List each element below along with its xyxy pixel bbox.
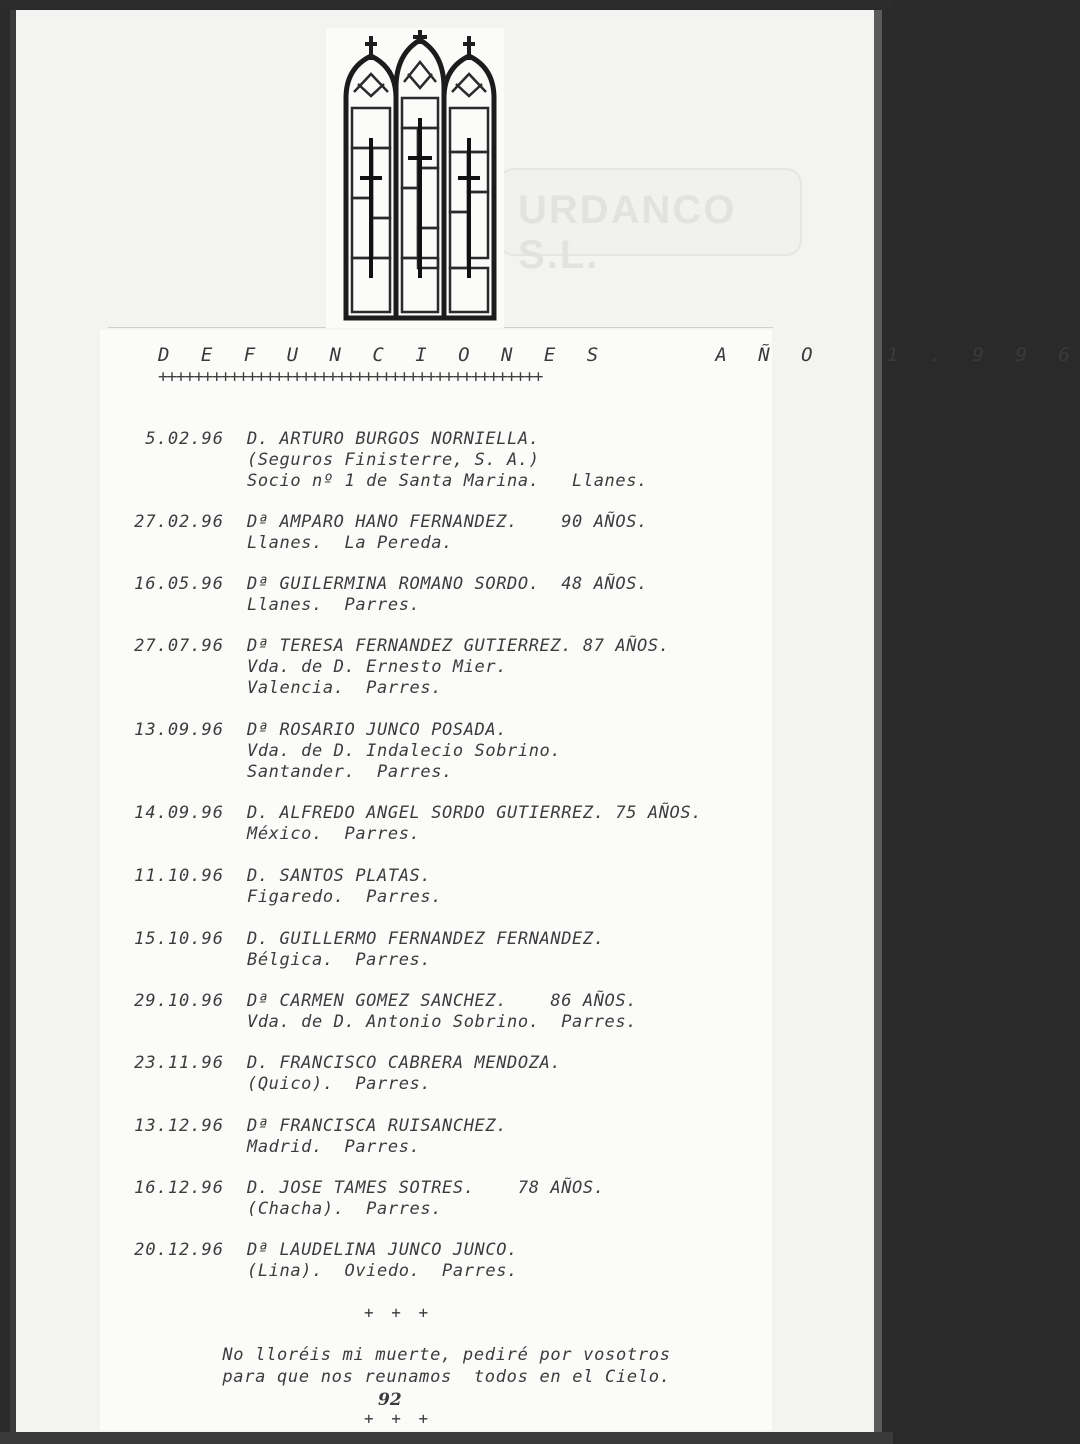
entry-name: Dª FRANCISCA RUISANCHEZ. (247, 1116, 508, 1136)
entry-name: Dª ROSARIO JUNCO POSADA. (247, 720, 508, 740)
entry-detail: (Lina). Oviedo. Parres. (247, 1261, 518, 1281)
entry-date: 23.11.96 (134, 1053, 224, 1073)
entry-date: 27.07.96 (134, 636, 224, 656)
header-illustration (326, 28, 504, 328)
entry-name: D. ALFREDO ANGEL SORDO GUTIERREZ. 75 AÑOS. (247, 803, 703, 823)
page-title: D E F U N C I O N E S A Ñ O 1 . 9 9 6 (158, 344, 1080, 366)
entry-name: D. FRANCISCO CABRERA MENDOZA. (247, 1053, 562, 1073)
entry-detail: Llanes. Parres. (247, 595, 421, 615)
sheet-right-edge (874, 10, 882, 1440)
entry-date: 20.12.96 (134, 1240, 224, 1260)
entry-date: 15.10.96 (134, 929, 224, 949)
entry-date: 16.05.96 (134, 574, 224, 594)
faded-stamp-text: URDANCO S.L. (518, 188, 737, 277)
entry-date: 5.02.96 (145, 429, 224, 449)
entry-date: 29.10.96 (134, 991, 224, 1011)
entry-detail: Vda. de D. Ernesto Mier. (247, 657, 508, 677)
sheet-left-edge (10, 10, 16, 1440)
entry-date: 16.12.96 (134, 1178, 224, 1198)
entry-name: D. GUILLERMO FERNANDEZ FERNANDEZ. (247, 929, 605, 949)
entry-date: 13.12.96 (134, 1116, 224, 1136)
entry-detail: Bélgica. Parres. (247, 950, 432, 970)
entry-detail: (Seguros Finisterre, S. A.) (247, 450, 540, 470)
entry-date: 27.02.96 (134, 512, 224, 532)
title-divider: +++++++++++++++++++++++++++++++++++++++++++ (158, 367, 543, 387)
entry-detail: Madrid. Parres. (247, 1137, 421, 1157)
entry-detail: Figaredo. Parres. (247, 887, 443, 907)
entry-detail: Valencia. Parres. (247, 678, 443, 698)
crosses-divider-bottom: + + + (364, 1409, 433, 1428)
entry-name: Dª LAUDELINA JUNCO JUNCO. (247, 1240, 518, 1260)
entry-name: Dª CARMEN GOMEZ SANCHEZ. 86 AÑOS. (247, 991, 638, 1011)
entry-detail: México. Parres. (247, 824, 421, 844)
entry-name: Dª GUILERMINA ROMANO SORDO. 48 AÑOS. (247, 574, 648, 594)
quote-line-1: No lloréis mi muerte, pediré por vosotros (222, 1345, 671, 1365)
scan-border-bottom (0, 1432, 893, 1444)
entry-name: Dª AMPARO HANO FERNANDEZ. 90 AÑOS. (247, 512, 648, 532)
entry-name: D. ARTURO BURGOS NORNIELLA. (247, 429, 540, 449)
entry-detail: (Chacha). Parres. (247, 1199, 443, 1219)
crosses-divider: + + + (364, 1303, 433, 1322)
entry-detail: Santander. Parres. (247, 762, 453, 782)
entry-detail: Vda. de D. Indalecio Sobrino. (247, 741, 562, 761)
quote-line-2: para que nos reunamos todos en el Cielo. (222, 1367, 671, 1387)
faded-stamp (498, 168, 802, 277)
entry-date: 14.09.96 (134, 803, 224, 823)
entry-date: 11.10.96 (134, 866, 224, 886)
stained-glass-window-icon (326, 28, 504, 328)
entry-date: 13.09.96 (134, 720, 224, 740)
entry-name: D. SANTOS PLATAS. (247, 866, 432, 886)
entry-detail: (Quico). Parres. (247, 1074, 432, 1094)
scan-border-top (0, 0, 893, 8)
entry-detail: Socio nº 1 de Santa Marina. Llanes. (247, 471, 648, 491)
entry-name: D. JOSE TAMES SOTRES. 78 AÑOS. (247, 1178, 605, 1198)
entry-name: Dª TERESA FERNANDEZ GUTIERREZ. 87 AÑOS. (247, 636, 670, 656)
entry-detail: Vda. de D. Antonio Sobrino. Parres. (247, 1012, 638, 1032)
page-number: 92 (378, 1390, 402, 1410)
entry-detail: Llanes. La Pereda. (247, 533, 453, 553)
